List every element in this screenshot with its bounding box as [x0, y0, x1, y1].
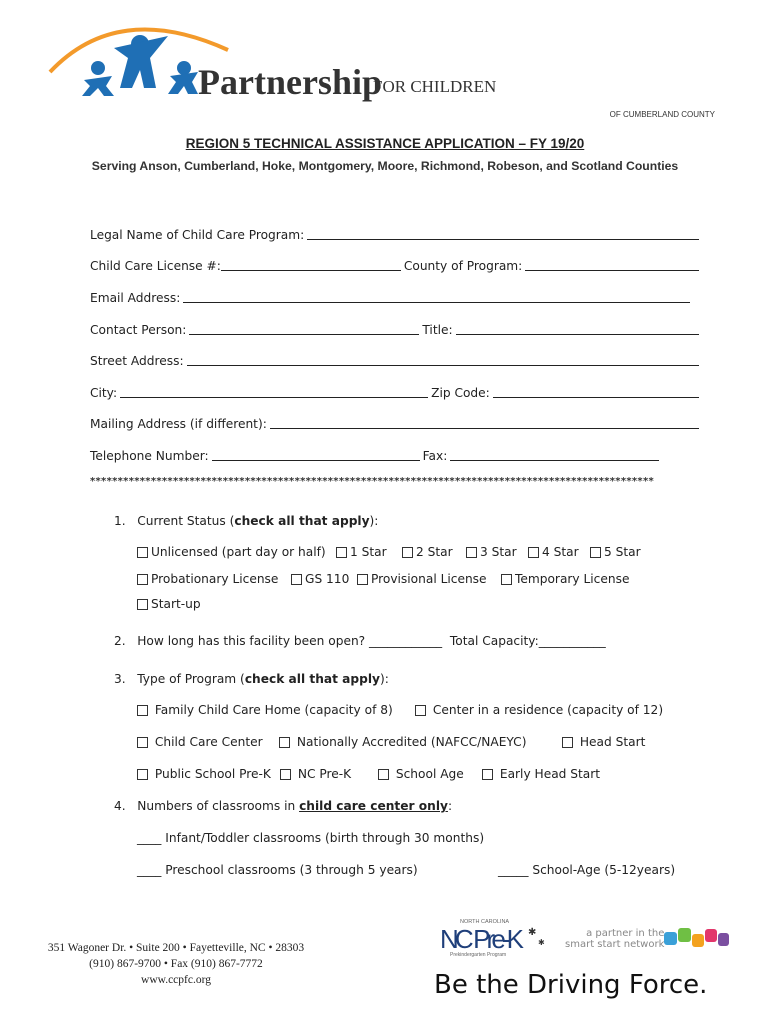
q3-option-accredited[interactable]: Nationally Accredited (NAFCC/NAEYC)	[279, 735, 526, 749]
q3-option-head-start[interactable]: Head Start	[562, 735, 645, 749]
city-field[interactable]	[120, 385, 428, 398]
email-label: Email Address:	[90, 291, 181, 305]
q1-option-provisional[interactable]: Provisional License	[357, 572, 487, 586]
q1-option-4star[interactable]: 4 Star	[528, 545, 579, 559]
ncprek-top: NORTH CAROLINA	[460, 919, 510, 925]
q1-option-3star[interactable]: 3 Star	[466, 545, 517, 559]
checkbox[interactable]	[137, 769, 148, 780]
street-row	[90, 350, 702, 368]
partnership-logo	[48, 10, 728, 122]
q2-capacity: Total Capacity:___________	[449, 634, 606, 648]
mailing-field[interactable]	[270, 416, 699, 429]
contact-row	[90, 319, 702, 337]
q4-infant: ____ Infant/Toddler classrooms (birth through 30 months)	[137, 831, 485, 845]
q1-text: 1. Current Status (check all that apply):	[114, 514, 379, 528]
checkbox[interactable]	[137, 574, 148, 585]
checkbox[interactable]	[482, 769, 493, 780]
address-line: 351 Wagoner Dr. • Suite 200 • Fayetteville, NC • 28303	[47, 942, 305, 954]
checkbox[interactable]	[137, 547, 148, 558]
q3-option-school-age[interactable]: School Age	[378, 767, 464, 781]
svg-text:✱: ✱	[538, 938, 545, 947]
title-field[interactable]	[456, 322, 699, 335]
telephone-field[interactable]	[212, 448, 420, 461]
q3-option-child-care-center[interactable]: Child Care Center	[137, 735, 263, 749]
svg-text:✱: ✱	[528, 927, 537, 938]
license-row	[90, 255, 702, 273]
web-line: www.ccpfc.org	[141, 974, 211, 986]
email-field[interactable]	[183, 290, 690, 303]
checkbox[interactable]	[415, 705, 426, 716]
q1-option-gs110[interactable]: GS 110	[291, 572, 349, 586]
license-field[interactable]	[221, 258, 401, 271]
q4-preschool: ____ Preschool classrooms (3 through 5 years)	[137, 863, 418, 877]
checkbox[interactable]	[291, 574, 302, 585]
telephone-row	[90, 445, 662, 463]
zip-label: Zip Code:	[431, 386, 490, 400]
checkbox[interactable]	[562, 737, 573, 748]
checkbox[interactable]	[137, 737, 148, 748]
contact-field[interactable]	[189, 322, 419, 335]
checkbox[interactable]	[466, 547, 477, 558]
legal-name-row	[90, 224, 702, 242]
q1-option-5star[interactable]: 5 Star	[590, 545, 641, 559]
logo-suffix: FOR CHILDREN	[373, 77, 497, 96]
checkbox[interactable]	[378, 769, 389, 780]
checkbox[interactable]	[501, 574, 512, 585]
license-label: Child Care License #:	[90, 259, 221, 273]
ncprek-sub: Prekindergarten Program	[450, 952, 507, 958]
ncprek-text: NC Pre-K	[440, 924, 524, 954]
checkbox[interactable]	[137, 705, 148, 716]
street-label: Street Address:	[90, 354, 184, 368]
legal-name-field[interactable]	[307, 227, 699, 240]
checkbox[interactable]	[336, 547, 347, 558]
fax-field[interactable]	[450, 448, 659, 461]
checkbox[interactable]	[528, 547, 539, 558]
separator-line: ******************************************************************************************************	[90, 476, 655, 487]
city-label: City:	[90, 386, 118, 400]
logo-county: OF CUMBERLAND COUNTY	[609, 110, 715, 119]
nc-prek-logo	[440, 915, 555, 964]
email-row	[90, 287, 693, 305]
q1-option-2star[interactable]: 2 Star	[402, 545, 453, 559]
checkbox[interactable]	[280, 769, 291, 780]
q3-option-public-prek[interactable]: Public School Pre-K	[137, 767, 271, 781]
phone-line: (910) 867-9700 • Fax (910) 867-7772	[89, 958, 263, 970]
q3-option-center-residence[interactable]: Center in a residence (capacity of 12)	[415, 703, 663, 717]
county-label: County of Program:	[403, 259, 523, 273]
q3-text: 3. Type of Program (check all that apply):	[114, 672, 389, 686]
zip-field[interactable]	[493, 385, 699, 398]
q3-option-early-head-start[interactable]: Early Head Start	[482, 767, 600, 781]
q1-option-probationary[interactable]: Probationary License	[137, 572, 278, 586]
footer-address	[0, 940, 352, 988]
smart-start-text: a partner in the smart start network	[565, 928, 665, 950]
q1-option-temporary[interactable]: Temporary License	[501, 572, 629, 586]
q4-school-age: _____ School-Age (5-12years)	[498, 863, 676, 877]
city-row	[90, 382, 702, 400]
checkbox[interactable]	[357, 574, 368, 585]
q2-text: 2. How long has this facility been open? ____________ Total Capacity:___________	[114, 634, 606, 648]
smart-start-icon	[664, 926, 734, 956]
q3-option-family-home[interactable]: Family Child Care Home (capacity of 8)	[137, 703, 393, 717]
q1-option-unlicensed[interactable]: Unlicensed (part day or half)	[137, 545, 326, 559]
q1-option-1star[interactable]: 1 Star	[336, 545, 387, 559]
mailing-label: Mailing Address (if different):	[90, 417, 267, 431]
checkbox[interactable]	[279, 737, 290, 748]
form-subtitle: Serving Anson, Cumberland, Hoke, Montgomery, Moore, Richmond, Robeson, and Scotland Counties	[91, 159, 679, 173]
street-field[interactable]	[187, 353, 699, 366]
q4-text: 4. Numbers of classrooms in child care center only:	[114, 799, 453, 813]
contact-label: Contact Person:	[90, 323, 187, 337]
fax-label: Fax:	[422, 449, 448, 463]
q3-option-nc-prek[interactable]: NC Pre-K	[280, 767, 351, 781]
county-field[interactable]	[525, 258, 699, 271]
checkbox[interactable]	[590, 547, 601, 558]
form-title: REGION 5 TECHNICAL ASSISTANCE APPLICATION – FY 19/20	[185, 136, 585, 151]
tagline: Be the Driving Force.	[434, 970, 708, 1000]
title-label: Title:	[422, 323, 453, 337]
logo-word: Partnership	[198, 62, 382, 102]
mailing-row	[90, 413, 702, 431]
checkbox[interactable]	[137, 599, 148, 610]
telephone-label: Telephone Number:	[90, 449, 209, 463]
checkbox[interactable]	[402, 547, 413, 558]
q1-option-startup[interactable]: Start-up	[137, 597, 201, 611]
legal-name-label: Legal Name of Child Care Program:	[90, 228, 305, 242]
